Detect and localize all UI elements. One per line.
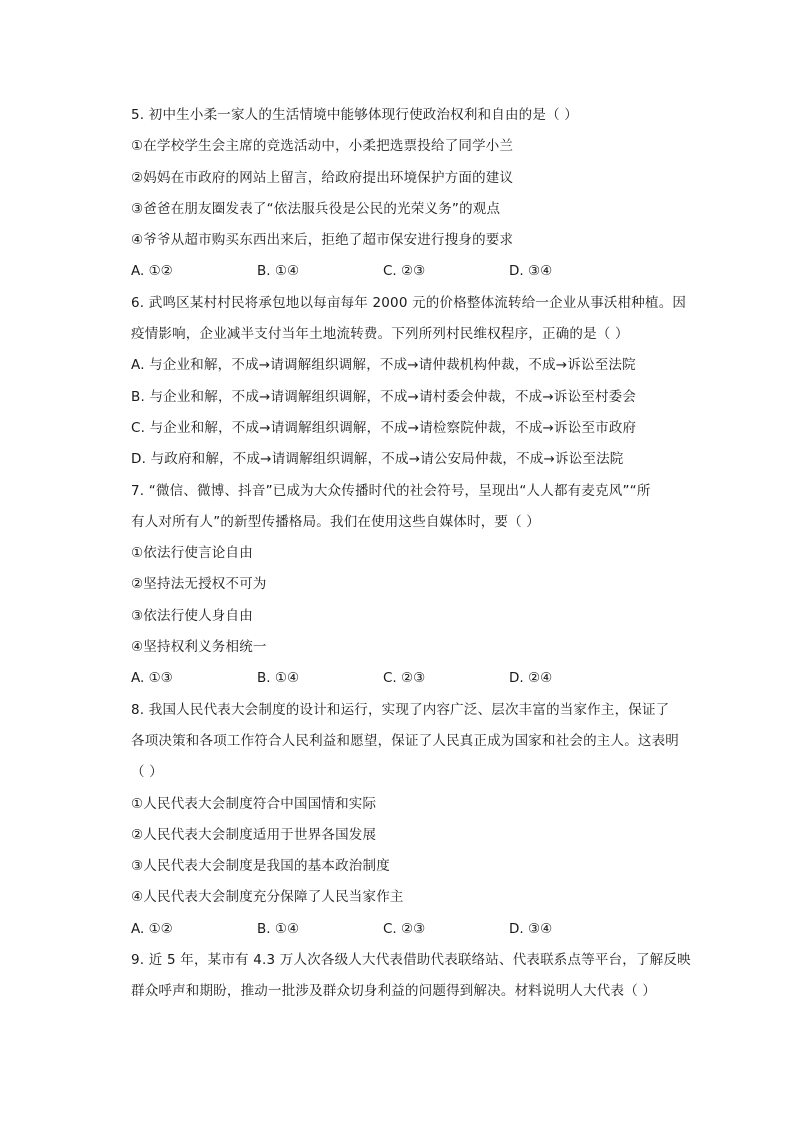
question-6 — [131, 288, 691, 476]
question-6-stem-line-1: 6. 武鸣区某村村民将承包地以每亩每年 2000 元的价格整体流转给一企业从事沃柑种植。因 — [131, 294, 687, 311]
question-7-item-3: ③依法行使人身自由 — [131, 607, 253, 624]
question-8-item-1: ①人民代表大会制度符合中国国情和实际 — [131, 795, 377, 812]
question-5-item-2: ②妈妈在市政府的网站上留言，给政府提出环境保护方面的建议 — [131, 169, 514, 186]
question-7-option-c[interactable]: C. ②③ — [383, 670, 426, 687]
question-7-option-a[interactable]: A. ①③ — [131, 670, 173, 687]
question-6-stem-line-2: 疫情影响，企业减半支付当年土地流转费。下列所列村民维权程序，正确的是（ ） — [131, 326, 629, 343]
question-5-item-3: ③爸爸在朋友圈发表了“依法服兵役是公民的光荣义务”的观点 — [131, 200, 501, 217]
question-8-option-c[interactable]: C. ②③ — [383, 920, 426, 937]
question-8 — [131, 695, 691, 945]
question-7-item-4: ④坚持权利义务相统一 — [131, 639, 267, 656]
question-8-stem-line-3: （ ） — [131, 764, 163, 781]
question-7-option-b[interactable]: B. ①④ — [257, 670, 300, 687]
question-6-choice-c[interactable]: C. 与企业和解，不成→请调解组织调解，不成→请检察院仲裁，不成→诉讼至市政府 — [131, 419, 637, 436]
question-6-choice-b[interactable]: B. 与企业和解，不成→请调解组织调解，不成→请村委会仲裁，不成→诉讼至村委会 — [131, 388, 637, 405]
question-5-item-4: ④爷爷从超市购买东西出来后，拒绝了超市保安进行搜身的要求 — [131, 232, 514, 249]
question-7-stem-line-2: 有人对所有人”的新型传播格局。我们在使用这些自媒体时，要（ ） — [131, 513, 540, 530]
question-5-options — [131, 256, 691, 287]
question-9 — [131, 945, 691, 1008]
question-8-option-a[interactable]: A. ①② — [131, 920, 173, 937]
question-7 — [131, 476, 691, 695]
question-5-option-c[interactable]: C. ②③ — [383, 263, 426, 280]
question-8-item-3: ③人民代表大会制度是我国的基本政治制度 — [131, 858, 390, 875]
question-9-stem-line-1: 9. 近 5 年，某市有 4.3 万人次各级人大代表借助代表联络站、代表联系点等平台，了解反映 — [131, 952, 691, 969]
question-7-item-1: ①依法行使言论自由 — [131, 545, 253, 562]
question-7-option-d[interactable]: D. ②④ — [509, 670, 553, 687]
question-8-option-d[interactable]: D. ③④ — [509, 920, 553, 937]
exam-page — [131, 100, 691, 1008]
question-7-item-2: ②坚持法无授权不可为 — [131, 576, 267, 593]
question-6-choice-d[interactable]: D. 与政府和解，不成→请调解组织调解，不成→请公安局仲裁，不成→诉讼至法院 — [131, 451, 624, 468]
question-7-options — [131, 663, 691, 694]
question-5 — [131, 100, 691, 288]
question-8-stem-line-2: 各项决策和各项工作符合人民利益和愿望，保证了人民真正成为国家和社会的主人。这表明 — [131, 732, 679, 749]
question-9-stem-line-2: 群众呼声和期盼，推动一批涉及群众切身利益的问题得到解决。材料说明人大代表（ ） — [131, 983, 657, 1000]
question-6-choice-a[interactable]: A. 与企业和解，不成→请调解组织调解，不成→请仲裁机构仲裁，不成→诉讼至法院 — [131, 357, 636, 374]
question-5-stem: 5. 初中生小柔一家人的生活情境中能够体现行使政治权利和自由的是（ ） — [131, 107, 578, 123]
question-5-option-b[interactable]: B. ①④ — [257, 263, 300, 280]
question-8-option-b[interactable]: B. ①④ — [257, 920, 300, 937]
question-8-item-4: ④人民代表大会制度充分保障了人民当家作主 — [131, 889, 404, 906]
question-8-item-2: ②人民代表大会制度适用于世界各国发展 — [131, 826, 377, 843]
question-5-option-a[interactable]: A. ①② — [131, 263, 173, 280]
question-5-option-d[interactable]: D. ③④ — [509, 263, 553, 280]
question-7-stem-line-1: 7. “微信、微博、抖音”已成为大众传播时代的社会符号，呈现出“人人都有麦克风”“所 — [131, 482, 651, 499]
question-8-options — [131, 914, 691, 945]
question-8-stem-line-1: 8. 我国人民代表大会制度的设计和运行，实现了内容广泛、层次丰富的当家作主，保证了 — [131, 701, 670, 718]
question-5-item-1: ①在学校学生会主席的竞选活动中，小柔把选票投给了同学小兰 — [131, 138, 514, 155]
